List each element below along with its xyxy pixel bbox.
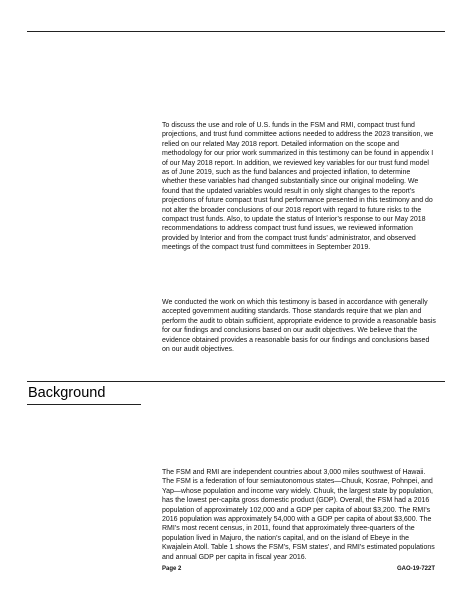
scope-paragraph: To discuss the use and role of U.S. funds in the FSM and RMI, compact trust fund projections, and trust fund committee actions needed to address the 2023 transition, we relied on our related May 2018 report. Detailed information on the scope and methodology for our prior work summarized in this testimony can be found in appendix I of our May 2018 report. In addition, we reviewed key variables for our trust fund model as of June 2019, such as the fund balances and projected inflation, to determine whether these variables had changed substantially since our original modeling. We found that the updated variables would result in only slight changes to the report’s projections of future compact trust fund performance presented in this testimony and do not alter the broader conclusions of our 2018 report with regard to future risks to the compact trust funds. Also, to update the status of Interior’s response to our May 2018 recommendations to address compact trust fund issues, we reviewed information provided by Interior and from the compact trust funds’ administrator, and observed meetings of the compact trust fund committees in September 2019.	[162, 122, 434, 252]
background-paragraph: The FSM and RMI are independent countries about 3,000 miles southwest of Hawaii. The FSM is a federation of four semiautonomous states—Chuuk, Kosrae, Pohnpei, and Yap—whose population and income vary widely. Chuuk, the largest state by population, has the lowest per-capita gross domestic product (GDP). Overall, the FSM had a 2016 population of approximately 102,000 and a GDP per capita of about $3,200. The RMI’s 2016 population was approximately 54,000 with a GDP per capita of about $3,600. The RMI’s most recent census, in 2011, found that approximately three-quarters of the population lived in Majuro, the nation’s capital, and on the island of Ebeye in the Kwajalein Atoll. Table 1 shows the FSM’s, FSM states’, and RMI’s estimated populations and annual GDP per capita in fiscal year 2016.	[162, 469, 435, 561]
header-rule	[27, 31, 445, 32]
heading-underline	[27, 404, 141, 405]
page-number: Page 2	[162, 566, 182, 572]
section-rule	[27, 381, 445, 382]
standards-paragraph: We conducted the work on which this testimony is based in accordance with generally accepted government auditing standards. Those standards require that we plan and perform the audit to obtain sufficient, appropriate evidence to provide a reasonable basis for our findings and conclusions based on our audit objectives. We believe that the evidence obtained provides a reasonable basis for our findings and conclusions based on our audit objectives.	[162, 299, 436, 354]
report-id: GAO-19-722T	[396, 566, 435, 572]
background-heading: Background	[28, 385, 106, 401]
